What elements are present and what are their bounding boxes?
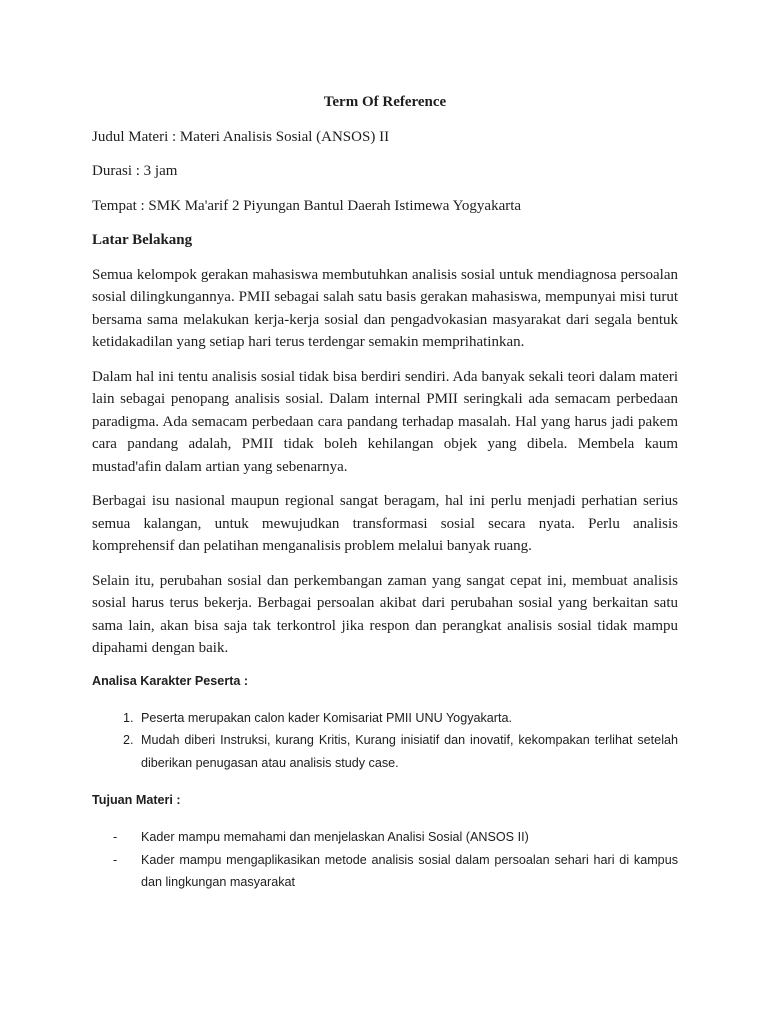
durasi: Durasi : 3 jam (92, 163, 178, 179)
tujuan-materi-list (92, 826, 678, 894)
judul-materi: Judul Materi : Materi Analisis Sosial (ANSOS) II (92, 128, 390, 145)
latar-belakang-heading: Latar Belakang (92, 232, 193, 248)
document-title: Term Of Reference (323, 94, 447, 110)
paragraph: Dalam hal ini tentu analisis sosial tidak bisa berdiri sendiri. Ada banyak sekali teori dalam materi lain sebagai penopang analisis sosial. Dalam internal PMII seringkali ada semacam perbedaan paradigma. Ada semacam perbedaan cara pandang terhadap masalah. Hal yang harus jadi pakem cara pandang adalah, PMII tidak boleh kehilangan objek yang dibela. Membela kaum mustad'afin dalam artian yang sebenarnya. (92, 368, 678, 475)
dash-bullet: - (113, 830, 118, 844)
paragraph: Berbagai isu nasional maupun regional sangat beragam, hal ini perlu menjadi perhatian serius semua kalangan, untuk mewujudkan transformasi sosial secara nyata. Perlu analisis komprehensif dan pelatihan menganalisis problem melalui banyak ruang. (92, 493, 678, 554)
paragraph: Selain itu, perubahan sosial dan perkembangan zaman yang sangat cepat ini, membuat analisis sosial harus terus bekerja. Berbagai persoalan akibat dari perubahan sosial yang berkaitan satu sama lain, akan bisa saja tak terkontrol jika respon dan perangkat analisis sosial tidak mampu dipahami dengan baik. (92, 572, 678, 656)
tempat: Tempat : SMK Ma'arif 2 Piyungan Bantul Daerah Istimewa Yogyakarta (92, 197, 522, 214)
analisa-karakter-heading: Analisa Karakter Peserta : (92, 673, 249, 688)
list-item (113, 849, 678, 894)
list-item: 2. Mudah diberi Instruksi, kurang Kritis, Kurang inisiatif dan inovatif, kekompakan terlihat setelah diberikan penugasan atau analisis study case. (137, 729, 678, 774)
dash-bullet: - (113, 852, 118, 867)
list-item: 1. Peserta merupakan calon kader Komisariat PMII UNU Yogyakarta. (137, 707, 678, 730)
tujuan-materi-heading: Tujuan Materi : (92, 793, 181, 807)
list-item (113, 826, 678, 849)
paragraph: Semua kelompok gerakan mahasiswa membutuhkan analisis sosial untuk mendiagnosa persoalan sosial dilingkungannya. PMII sebagai salah satu basis gerakan mahasiswa, mempunyai misi turut bersama sama melakukan kerja-kerja sosial dan pengadvokasian masyarakat dari segala bentuk ketidakadilan yang setiap hari terus terdengar semakin memprihatinkan. (92, 266, 678, 350)
analisa-karakter-list (92, 707, 678, 775)
list-item-text: Kader mampu memahami dan menjelaskan Analisi Sosial (ANSOS II) (141, 830, 529, 844)
list-item-text: Kader mampu mengaplikasikan metode analisis sosial dalam persoalan sehari hari di kampus dan lingkungan masyarakat (141, 852, 678, 889)
